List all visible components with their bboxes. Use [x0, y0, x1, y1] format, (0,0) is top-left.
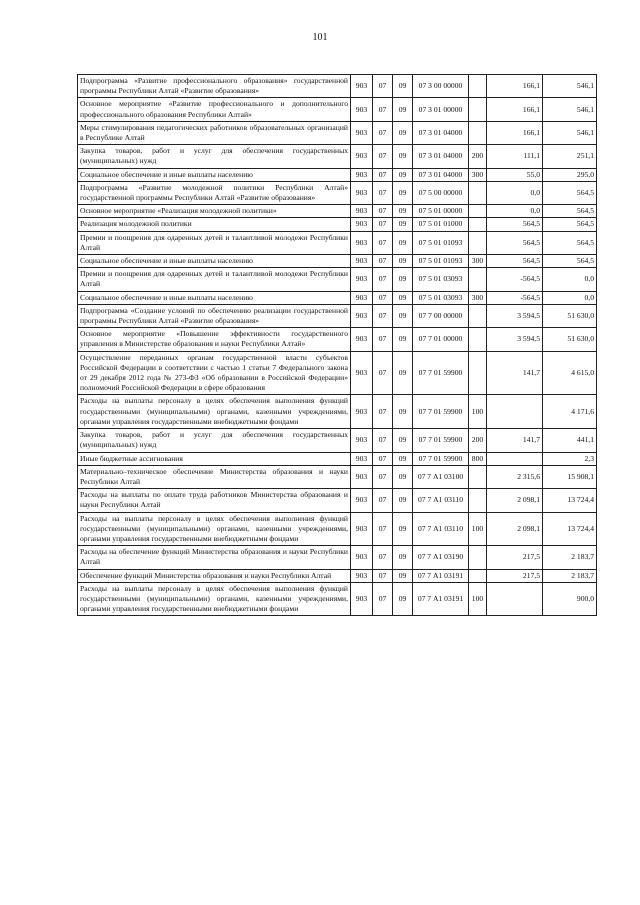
row-target-code: 07 7 01 59900	[413, 351, 469, 395]
row-amount-total: 0,0	[543, 268, 597, 291]
row-target-code: 07 5 00 00000	[413, 181, 469, 204]
row-target-code: 07 5 01 01000	[413, 218, 469, 231]
row-name: Основное мероприятие «Развитие профессионального и дополнительного профессионального образования Республики Алтай»	[78, 98, 351, 121]
row-amount-change: -564,5	[487, 291, 543, 304]
row-expense-type-code	[469, 98, 487, 121]
row-amount-change: 166,1	[487, 75, 543, 98]
row-amount-change: 0,0	[487, 181, 543, 204]
row-admin-code: 903	[351, 205, 373, 218]
row-amount-total: 546,1	[543, 98, 597, 121]
table-row	[78, 452, 597, 465]
row-section-code: 07	[373, 465, 393, 488]
row-admin-code: 903	[351, 231, 373, 254]
row-admin-code: 903	[351, 452, 373, 465]
budget-table-body	[78, 75, 597, 616]
row-section-code: 07	[373, 582, 393, 616]
row-section-code: 07	[373, 291, 393, 304]
row-section-code: 07	[373, 218, 393, 231]
row-name: Социальное обеспечение и иные выплаты населению	[78, 255, 351, 268]
table-row	[78, 218, 597, 231]
row-amount-total: 13 724,4	[543, 512, 597, 546]
row-amount-change: 564,5	[487, 255, 543, 268]
table-row	[78, 304, 597, 327]
row-subsection-code: 09	[393, 98, 413, 121]
row-target-code: 07 7 А1 03110	[413, 489, 469, 512]
row-section-code: 07	[373, 121, 393, 144]
row-subsection-code: 09	[393, 291, 413, 304]
row-expense-type-code: 200	[469, 145, 487, 168]
row-target-code: 07 3 01 04000	[413, 145, 469, 168]
row-subsection-code: 09	[393, 255, 413, 268]
row-expense-type-code	[469, 181, 487, 204]
row-subsection-code: 09	[393, 231, 413, 254]
row-amount-total: 295,0	[543, 168, 597, 181]
row-expense-type-code: 300	[469, 255, 487, 268]
row-amount-change: 166,1	[487, 98, 543, 121]
row-target-code: 07 5 01 03093	[413, 291, 469, 304]
row-expense-type-code	[469, 328, 487, 351]
row-name: Премии и поощрения для одаренных детей и талантливой молодежи Республики Алтай	[78, 231, 351, 254]
row-amount-total: 546,1	[543, 121, 597, 144]
row-expense-type-code: 100	[469, 582, 487, 616]
row-amount-total: 4 615,0	[543, 351, 597, 395]
row-amount-change	[487, 452, 543, 465]
table-row	[78, 181, 597, 204]
row-name: Обеспечение функций Министерства образования и науки Республики Алтай	[78, 569, 351, 582]
row-admin-code: 903	[351, 181, 373, 204]
table-row	[78, 582, 597, 616]
row-expense-type-code	[469, 121, 487, 144]
row-amount-change: 2 315,6	[487, 465, 543, 488]
row-subsection-code: 09	[393, 304, 413, 327]
row-target-code: 07 7 01 59900	[413, 452, 469, 465]
row-name: Закупка товаров, работ и услуг для обеспечения государственных (муниципальных) нужд	[78, 145, 351, 168]
row-target-code: 07 5 01 01093	[413, 255, 469, 268]
row-name: Основное мероприятие «Реализация молодежной политики»	[78, 205, 351, 218]
row-name: Закупка товаров, работ и услуг для обеспечения государственных (муниципальных) нужд	[78, 429, 351, 452]
row-amount-total: 564,5	[543, 181, 597, 204]
row-name: Расходы на выплаты персоналу в целях обеспечения выполнения функций государственными (муниципальными) органами, казенными учреждениями, органами управления государственными внебюджетными фондами	[78, 395, 351, 429]
row-section-code: 07	[373, 181, 393, 204]
row-amount-total: 15 908,1	[543, 465, 597, 488]
row-expense-type-code: 100	[469, 395, 487, 429]
table-row	[78, 168, 597, 181]
row-amount-total: 13 724,4	[543, 489, 597, 512]
row-target-code: 07 3 00 00000	[413, 75, 469, 98]
row-admin-code: 903	[351, 98, 373, 121]
row-name: Расходы на выплаты персоналу в целях обеспечения выполнения функций государственными (муниципальными) органами, казенными учреждениями, органами управления государственными внебюджетными фондами	[78, 512, 351, 546]
row-amount-change: 564,5	[487, 231, 543, 254]
row-expense-type-code	[469, 304, 487, 327]
row-admin-code: 903	[351, 268, 373, 291]
row-section-code: 07	[373, 304, 393, 327]
row-subsection-code: 09	[393, 546, 413, 569]
row-target-code: 07 5 01 00000	[413, 205, 469, 218]
row-expense-type-code	[469, 351, 487, 395]
row-target-code: 07 3 01 04000	[413, 168, 469, 181]
budget-table	[77, 74, 597, 616]
row-target-code: 07 5 01 01093	[413, 231, 469, 254]
table-row	[78, 75, 597, 98]
page-number: 101	[312, 32, 328, 43]
row-expense-type-code	[469, 218, 487, 231]
row-admin-code: 903	[351, 429, 373, 452]
row-amount-change: 141,7	[487, 351, 543, 395]
row-amount-change: 55,0	[487, 168, 543, 181]
row-admin-code: 903	[351, 512, 373, 546]
row-subsection-code: 09	[393, 395, 413, 429]
row-section-code: 07	[373, 75, 393, 98]
row-subsection-code: 09	[393, 181, 413, 204]
row-amount-total: 2,3	[543, 452, 597, 465]
table-row	[78, 231, 597, 254]
row-name: Социальное обеспечение и иные выплаты населению	[78, 168, 351, 181]
row-name: Социальное обеспечение и иные выплаты населению	[78, 291, 351, 304]
row-name: Иные бюджетные ассигнования	[78, 452, 351, 465]
row-amount-total: 4 171,6	[543, 395, 597, 429]
row-section-code: 07	[373, 512, 393, 546]
row-target-code: 07 7 00 00000	[413, 304, 469, 327]
row-expense-type-code	[469, 231, 487, 254]
row-amount-total: 2 183,7	[543, 569, 597, 582]
row-admin-code: 903	[351, 218, 373, 231]
row-section-code: 07	[373, 489, 393, 512]
row-amount-total: 564,5	[543, 205, 597, 218]
table-row	[78, 328, 597, 351]
row-target-code: 07 3 01 00000	[413, 98, 469, 121]
row-amount-change	[487, 582, 543, 616]
row-section-code: 07	[373, 429, 393, 452]
row-subsection-code: 09	[393, 145, 413, 168]
row-name: Меры стимулирования педагогических работников образовательных организаций в Республике Алтай	[78, 121, 351, 144]
table-row	[78, 351, 597, 395]
row-amount-change: -564,5	[487, 268, 543, 291]
row-section-code: 07	[373, 569, 393, 582]
row-name: Расходы на выплаты персоналу в целях обеспечения выполнения функций государственными (муниципальными) органами, казенными учреждениями, органами управления государственными внебюджетными фондами	[78, 582, 351, 616]
row-section-code: 07	[373, 168, 393, 181]
row-subsection-code: 09	[393, 328, 413, 351]
row-expense-type-code	[469, 75, 487, 98]
row-subsection-code: 09	[393, 351, 413, 395]
row-expense-type-code	[469, 489, 487, 512]
row-target-code: 07 5 01 03093	[413, 268, 469, 291]
row-expense-type-code	[469, 268, 487, 291]
row-admin-code: 903	[351, 255, 373, 268]
row-target-code: 07 7 01 00000	[413, 328, 469, 351]
row-name: Реализация молодежной политики	[78, 218, 351, 231]
row-subsection-code: 09	[393, 465, 413, 488]
row-expense-type-code	[469, 546, 487, 569]
row-amount-change: 141,7	[487, 429, 543, 452]
row-name: Расходы на обеспечение функций Министерства образования и науки Республики Алтай	[78, 546, 351, 569]
row-subsection-code: 09	[393, 429, 413, 452]
row-admin-code: 903	[351, 489, 373, 512]
row-target-code: 07 7 01 59900	[413, 395, 469, 429]
row-target-code: 07 7 А1 03190	[413, 546, 469, 569]
table-row	[78, 569, 597, 582]
row-subsection-code: 09	[393, 75, 413, 98]
row-name: Материально–техническое обеспечение Министерства образования и науки Республики Алтай	[78, 465, 351, 488]
row-expense-type-code: 800	[469, 452, 487, 465]
table-row	[78, 465, 597, 488]
row-amount-total: 2 183,7	[543, 546, 597, 569]
table-row	[78, 291, 597, 304]
row-section-code: 07	[373, 351, 393, 395]
row-expense-type-code: 300	[469, 291, 487, 304]
table-row	[78, 145, 597, 168]
row-subsection-code: 09	[393, 268, 413, 291]
row-target-code: 07 7 А1 03191	[413, 582, 469, 616]
table-row	[78, 512, 597, 546]
row-amount-total: 51 630,0	[543, 304, 597, 327]
row-amount-total: 51 630,0	[543, 328, 597, 351]
row-section-code: 07	[373, 231, 393, 254]
row-section-code: 07	[373, 546, 393, 569]
row-subsection-code: 09	[393, 121, 413, 144]
row-target-code: 07 3 01 04000	[413, 121, 469, 144]
row-section-code: 07	[373, 268, 393, 291]
row-subsection-code: 09	[393, 489, 413, 512]
row-admin-code: 903	[351, 145, 373, 168]
table-row	[78, 98, 597, 121]
row-amount-change: 2 098,1	[487, 489, 543, 512]
row-subsection-code: 09	[393, 168, 413, 181]
row-subsection-code: 09	[393, 218, 413, 231]
row-admin-code: 903	[351, 465, 373, 488]
row-target-code: 07 7 А1 03191	[413, 569, 469, 582]
row-amount-total: 564,5	[543, 231, 597, 254]
table-row	[78, 121, 597, 144]
row-amount-change: 3 594,5	[487, 328, 543, 351]
table-row	[78, 429, 597, 452]
row-amount-total: 441,1	[543, 429, 597, 452]
row-section-code: 07	[373, 255, 393, 268]
row-section-code: 07	[373, 395, 393, 429]
row-amount-total: 0,0	[543, 291, 597, 304]
row-subsection-code: 09	[393, 452, 413, 465]
table-row	[78, 255, 597, 268]
row-section-code: 07	[373, 145, 393, 168]
row-expense-type-code: 200	[469, 429, 487, 452]
row-name: Премии и поощрения для одаренных детей и талантливой молодежи Республики Алтай	[78, 268, 351, 291]
row-target-code: 07 7 А1 03110	[413, 512, 469, 546]
row-admin-code: 903	[351, 121, 373, 144]
row-amount-change: 166,1	[487, 121, 543, 144]
row-name: Осуществление переданных органам государственной власти субъектов Российской Федерации в соответствии с частью 1 статьи 7 Федерального закона от 29 декабря 2012 года № 273-ФЗ «Об образовании в Российской Федерации» полномочий Российской Федерации в сфере образования	[78, 351, 351, 395]
row-amount-change: 0,0	[487, 205, 543, 218]
row-amount-change: 217,5	[487, 569, 543, 582]
row-target-code: 07 7 01 59900	[413, 429, 469, 452]
row-expense-type-code: 300	[469, 168, 487, 181]
table-row	[78, 395, 597, 429]
row-amount-total: 546,1	[543, 75, 597, 98]
row-admin-code: 903	[351, 291, 373, 304]
table-row	[78, 268, 597, 291]
table-row	[78, 546, 597, 569]
row-admin-code: 903	[351, 328, 373, 351]
row-section-code: 07	[373, 205, 393, 218]
row-subsection-code: 09	[393, 569, 413, 582]
row-admin-code: 903	[351, 304, 373, 327]
row-admin-code: 903	[351, 351, 373, 395]
table-row	[78, 489, 597, 512]
row-admin-code: 903	[351, 168, 373, 181]
row-name: Расходы на выплаты по оплате труда работников Министерства образования и науки Республики Алтай	[78, 489, 351, 512]
row-amount-total: 564,5	[543, 218, 597, 231]
row-subsection-code: 09	[393, 512, 413, 546]
row-amount-total: 251,1	[543, 145, 597, 168]
row-section-code: 07	[373, 98, 393, 121]
row-expense-type-code	[469, 465, 487, 488]
row-subsection-code: 09	[393, 582, 413, 616]
row-admin-code: 903	[351, 75, 373, 98]
row-amount-change	[487, 395, 543, 429]
row-admin-code: 903	[351, 546, 373, 569]
row-subsection-code: 09	[393, 205, 413, 218]
row-expense-type-code	[469, 205, 487, 218]
row-section-code: 07	[373, 328, 393, 351]
row-admin-code: 903	[351, 582, 373, 616]
row-amount-change: 564,5	[487, 218, 543, 231]
row-admin-code: 903	[351, 395, 373, 429]
row-expense-type-code	[469, 569, 487, 582]
row-name: Подпрограмма «Создание условий по обеспечению реализации государственной программы Республики Алтай «Развитие образования»	[78, 304, 351, 327]
row-amount-change: 3 594,5	[487, 304, 543, 327]
row-section-code: 07	[373, 452, 393, 465]
row-amount-total: 900,0	[543, 582, 597, 616]
row-name: Основное мероприятие «Повышение эффективности государственного управления в Министерстве образования и науки Республики Алтай»	[78, 328, 351, 351]
row-admin-code: 903	[351, 569, 373, 582]
row-amount-total: 564,5	[543, 255, 597, 268]
row-amount-change: 111,1	[487, 145, 543, 168]
row-amount-change: 217,5	[487, 546, 543, 569]
row-expense-type-code: 100	[469, 512, 487, 546]
row-target-code: 07 7 А1 03100	[413, 465, 469, 488]
table-row	[78, 205, 597, 218]
row-amount-change: 2 098,1	[487, 512, 543, 546]
row-name: Подпрограмма «Развитие профессионального образования» государственной программы Республики Алтай «Развитие образования»	[78, 75, 351, 98]
row-name: Подпрограмма «Развитие молодежной политики Республики Алтай» государственной программы Республики Алтай «Развитие образования»	[78, 181, 351, 204]
